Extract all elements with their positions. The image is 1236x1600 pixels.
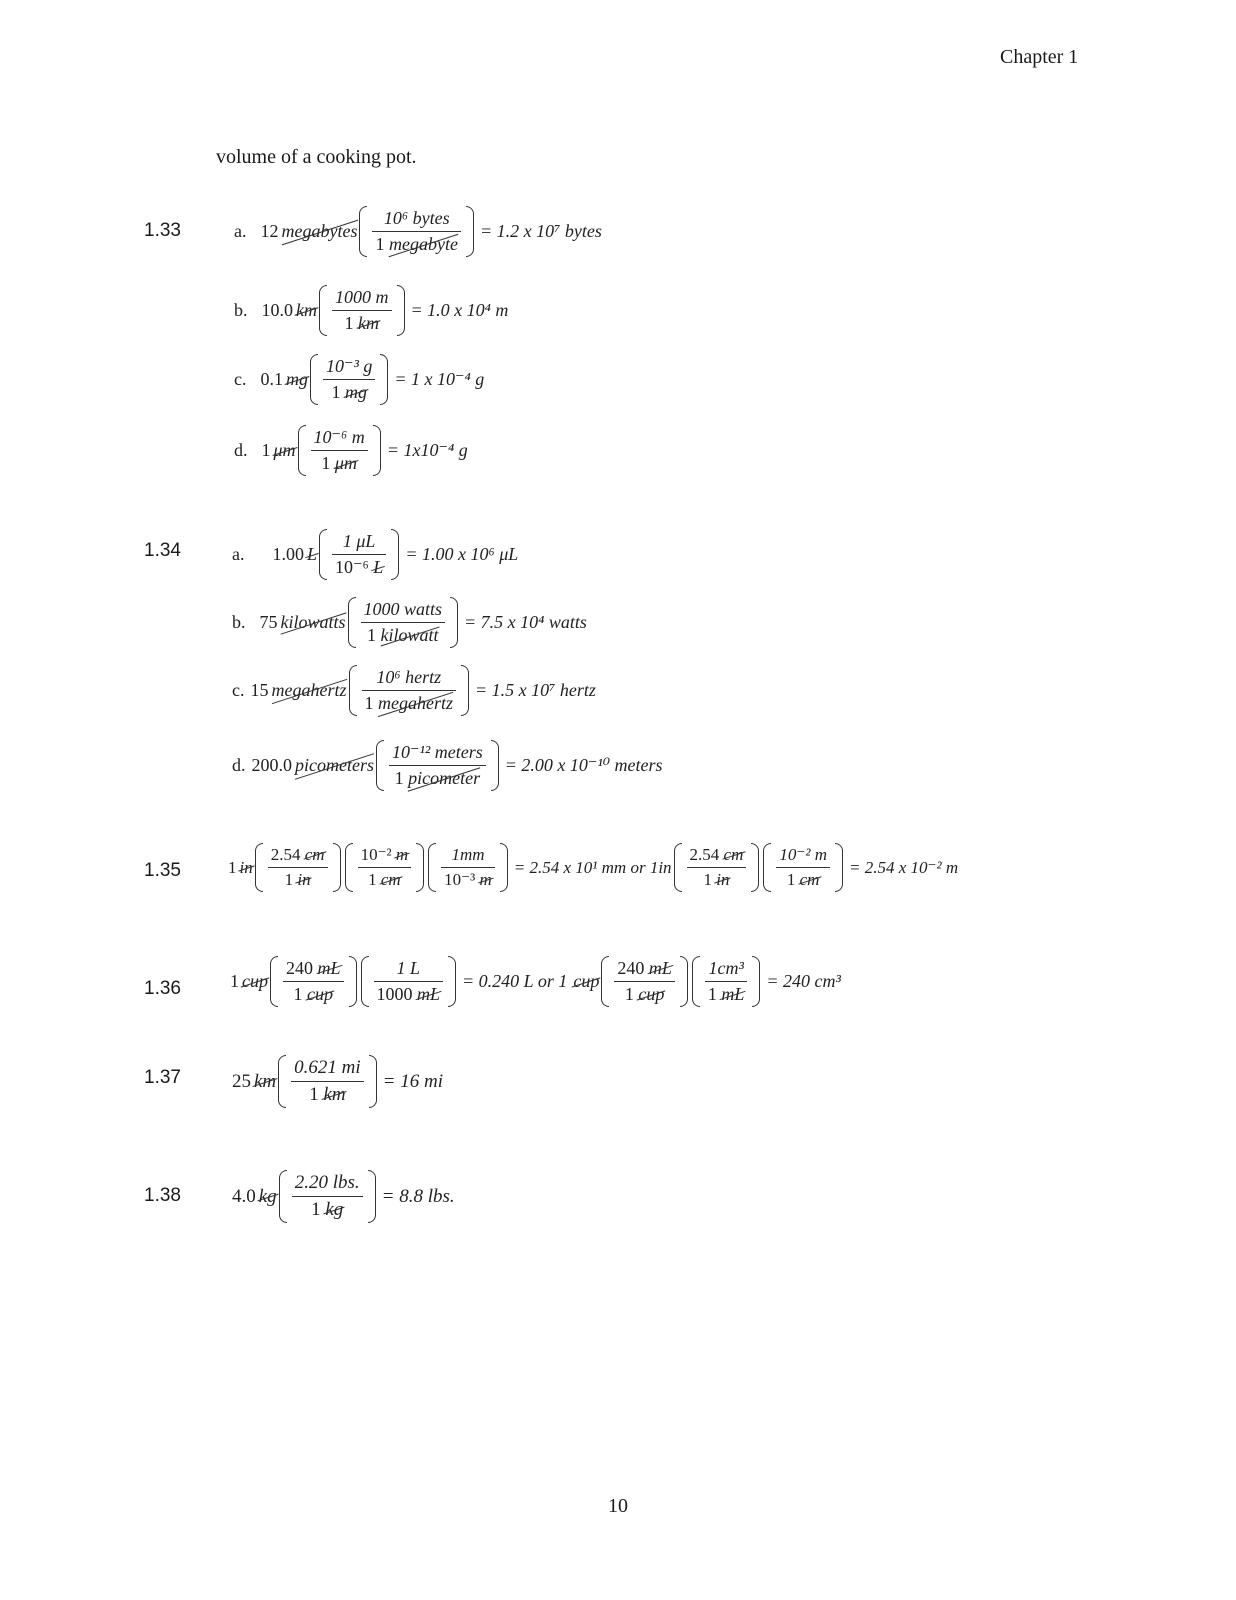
conversion-factor: [601, 956, 688, 1007]
factor-numerator: 0.621 mi: [291, 1057, 364, 1082]
equation-1-37: [232, 1055, 443, 1108]
result: = 1x10⁻⁴ g: [386, 440, 468, 460]
problem-number-1-34: 1.34: [144, 540, 181, 561]
intermediate-result: = 2.54 x 10¹ mm or 1in: [513, 857, 672, 877]
result: = 2.00 x 10⁻¹⁰ meters: [504, 755, 663, 775]
quantity: 0.1: [260, 369, 283, 389]
conversion-factor: [361, 956, 457, 1007]
quantity: 1: [261, 440, 271, 460]
factor-denominator-number: 1: [786, 870, 796, 889]
cancelled-unit: cup: [307, 984, 333, 1004]
conversion-factor: [345, 843, 425, 892]
factor-numerator: 10⁶ bytes: [372, 208, 460, 232]
part-label: c.: [234, 369, 247, 389]
cancelled-unit: cm: [799, 870, 820, 889]
cancelled-unit: cm: [304, 845, 325, 864]
quantity: 12: [260, 221, 279, 241]
conversion-factor: [348, 597, 459, 648]
factor-denominator-number: 1: [375, 234, 385, 254]
factor-numerator: 1000 m: [332, 287, 392, 311]
factor-denominator-number: 1: [309, 1084, 319, 1105]
conversion-factor: [298, 425, 381, 476]
cancelled-unit: L: [307, 544, 318, 564]
factor-numerator-number: 2.54: [270, 845, 301, 864]
cancelled-unit: mL: [648, 958, 672, 978]
cancelled-unit: μm: [334, 453, 357, 473]
equation-1-33-d: [234, 425, 468, 476]
factor-numerator: 10⁻² m: [776, 845, 830, 868]
conversion-factor: [255, 843, 341, 892]
factor-denominator-number: 1: [331, 382, 341, 402]
page-number: 10: [608, 1495, 628, 1517]
conversion-factor: [278, 1055, 377, 1108]
factor-numerator: 1 μL: [332, 531, 386, 555]
factor-numerator-number: 240: [617, 958, 645, 978]
conversion-factor: [763, 843, 843, 892]
problem-number-1-35: 1.35: [144, 860, 181, 881]
factor-numerator: 10⁻¹² meters: [389, 742, 486, 766]
factor-denominator-number: 1: [284, 870, 294, 889]
factor-numerator: 1000 watts: [361, 599, 446, 623]
quantity: 75: [259, 612, 278, 632]
intermediate-result: = 0.240 L or 1: [462, 971, 568, 991]
quantity: 200.0: [251, 755, 292, 775]
cancelled-unit: cup: [638, 984, 665, 1004]
equation-1-33-c: [234, 354, 484, 405]
factor-denominator-number: 1: [344, 313, 354, 333]
equation-1-34-c: [232, 665, 596, 716]
cancelled-unit: in: [297, 870, 311, 889]
factor-denominator-number: 1: [624, 984, 634, 1004]
result: = 1 x 10⁻⁴ g: [394, 369, 485, 389]
equation-1-33-a: [234, 206, 602, 257]
quantity: 4.0: [232, 1185, 256, 1207]
cancelled-unit: kilowatts: [280, 612, 346, 632]
quantity: 1: [230, 971, 239, 991]
factor-numerator: 1mm: [441, 845, 495, 868]
factor-numerator-number: 2.54: [689, 845, 720, 864]
cancelled-unit: kilowatt: [380, 625, 439, 645]
factor-denominator-number: 1: [368, 870, 377, 889]
cancelled-unit: mg: [344, 382, 367, 402]
chapter-header: Chapter 1: [1000, 46, 1079, 68]
conversion-factor: [310, 354, 388, 405]
cancelled-unit: picometer: [408, 768, 481, 788]
problem-number-1-37: 1.37: [144, 1067, 181, 1088]
factor-denominator-number: 10⁻⁶: [335, 557, 369, 577]
conversion-factor: [376, 740, 499, 791]
problem-number-1-33: 1.33: [144, 220, 181, 241]
factor-numerator: 1 L: [374, 958, 444, 982]
intro-text: volume of a cooking pot.: [216, 146, 417, 168]
cancelled-unit: in: [716, 870, 730, 889]
result: = 1.2 x 10⁷ bytes: [479, 221, 602, 241]
equation-1-34-d: [232, 740, 663, 791]
part-label: b.: [234, 300, 248, 320]
quantity: 1: [228, 857, 237, 877]
factor-denominator-number: 1: [311, 1199, 321, 1220]
cancelled-unit: picometers: [295, 755, 374, 775]
factor-numerator: 1cm³: [705, 958, 748, 982]
result: = 2.54 x 10⁻² m: [848, 857, 959, 877]
equation-1-34-b: [232, 597, 587, 648]
factor-numerator-number: 240: [286, 958, 313, 978]
result: = 240 cm³: [766, 971, 841, 991]
factor-denominator-number: 1: [703, 870, 712, 889]
cancelled-unit: μm: [273, 440, 296, 460]
factor-numerator: 10⁻⁶ m: [311, 427, 368, 451]
cancelled-unit: km: [296, 300, 317, 320]
result: = 1.5 x 10⁷ hertz: [475, 680, 596, 700]
conversion-factor: [349, 665, 470, 716]
conversion-factor: [428, 843, 508, 892]
cancelled-unit: L: [373, 557, 384, 577]
problem-number-1-36: 1.36: [144, 978, 181, 999]
equation-1-36: [230, 956, 841, 1007]
quantity: 1.00: [272, 544, 304, 564]
equation-1-35: [228, 843, 958, 892]
conversion-factor: [279, 1170, 376, 1223]
equation-1-38: [232, 1170, 455, 1223]
quantity: 25: [232, 1070, 251, 1092]
factor-denominator-number: 1: [293, 984, 303, 1004]
quantity: 15: [250, 680, 269, 700]
cancelled-unit: mL: [721, 984, 745, 1004]
factor-denominator-number: 10⁻³: [444, 870, 476, 889]
factor-denominator-number: 1000: [376, 984, 413, 1004]
conversion-factor: [319, 529, 399, 580]
cancelled-unit: megahertz: [378, 693, 453, 713]
conversion-factor: [692, 956, 761, 1007]
result: = 1.00 x 10⁶ μL: [405, 544, 519, 564]
conversion-factor: [319, 285, 405, 336]
cancelled-unit: m: [479, 870, 492, 889]
result: = 1.0 x 10⁴ m: [410, 300, 509, 320]
cancelled-unit: m: [395, 845, 409, 864]
equation-1-33-b: [234, 285, 508, 336]
factor-numerator: 10⁻³ g: [323, 356, 375, 380]
equation-1-34-a: [232, 529, 518, 580]
cancelled-unit: cup: [573, 971, 600, 991]
result: = 16 mi: [382, 1070, 443, 1092]
factor-denominator-number: 1: [367, 625, 377, 645]
cancelled-unit: cm: [380, 870, 401, 889]
cancelled-unit: kg: [325, 1199, 344, 1220]
result: = 8.8 lbs.: [381, 1185, 455, 1207]
factor-denominator-number: 1: [321, 453, 331, 473]
part-label: d.: [234, 440, 248, 460]
factor-denominator-number: 1: [394, 768, 404, 788]
factor-numerator-number: 10⁻²: [360, 845, 392, 864]
part-label: a.: [234, 221, 247, 241]
problem-number-1-38: 1.38: [144, 1185, 181, 1206]
cancelled-unit: km: [254, 1070, 277, 1092]
cancelled-unit: megabytes: [281, 221, 358, 241]
cancelled-unit: cm: [723, 845, 744, 864]
quantity: 10.0: [261, 300, 293, 320]
factor-denominator-number: 1: [364, 693, 374, 713]
conversion-factor: [359, 206, 473, 257]
cancelled-unit: km: [323, 1084, 346, 1105]
cancelled-unit: mL: [417, 984, 441, 1004]
cancelled-unit: kg: [258, 1185, 277, 1207]
part-label: a.: [232, 544, 245, 564]
factor-numerator: 2.20 lbs.: [292, 1172, 363, 1197]
factor-numerator: 10⁶ hertz: [362, 667, 457, 691]
cancelled-unit: megahertz: [271, 680, 347, 700]
cancelled-unit: megabyte: [388, 234, 458, 254]
factor-denominator-number: 1: [707, 984, 717, 1004]
cancelled-unit: km: [358, 313, 379, 333]
part-label: d.: [232, 755, 246, 775]
part-label: b.: [232, 612, 246, 632]
cancelled-unit: mg: [286, 369, 308, 389]
part-label: c.: [232, 680, 245, 700]
cancelled-unit: in: [239, 857, 253, 877]
result: = 7.5 x 10⁴ watts: [464, 612, 587, 632]
cancelled-unit: mL: [317, 958, 341, 978]
cancelled-unit: cup: [242, 971, 268, 991]
conversion-factor: [270, 956, 357, 1007]
conversion-factor: [674, 843, 760, 892]
